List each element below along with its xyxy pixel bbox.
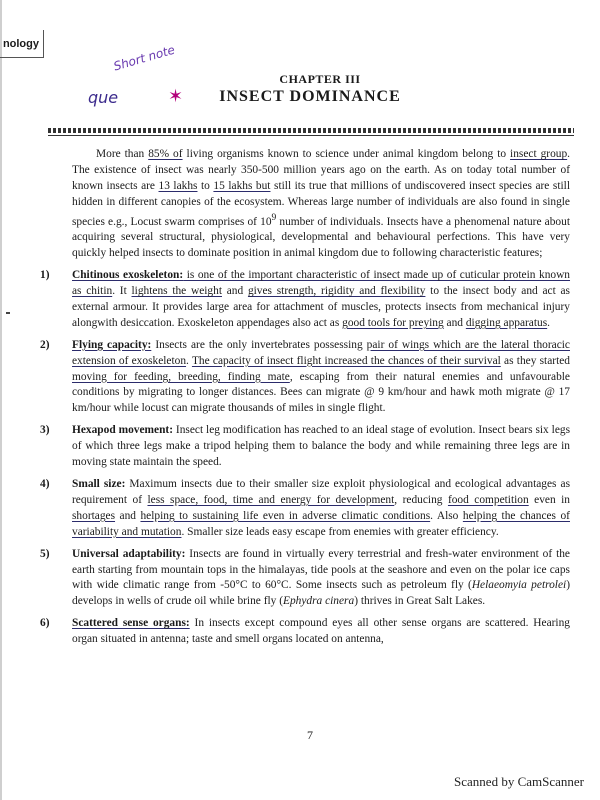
page-number: 7 — [307, 728, 313, 742]
chapter-heading: CHAPTER III — [279, 72, 361, 86]
handwritten-que: que — [88, 88, 119, 107]
list-item: 1) Chitinous exoskeleton: is one of the important characteristic of insect made up of cuticular protein known as chitin. It lightens the weight and gives strength, rigidity and flexibility to the insect body and act as external armour. It provides large area for attachment of muscles, protects insects from mechanical injury alongwith desiccation. Exoskeleton appendages also act as good tools for preying and digging apparatus. — [40, 269, 571, 329]
list-item: 6) Scattered sense organs: In insects except compound eyes all other sense organs are scattered. Hearing organ situated in antenna; taste and smell organs located on antenna, — [40, 617, 570, 646]
margin-mark — [6, 312, 10, 314]
list-item: 2) Flying capacity: Insects are the only invertebrates possessing pair of wings which are the lateral thoracic extension of exoskeleton. The capacity of insect flight increased the chances of their survival as they started moving for feeding, breeding, finding mate, escaping from their natural enemies and unfavourable conditions by migrating to longer distances. Bees can migrate @ 9 km/hour and hawk moth migrate @ 17 km/hour while locust can migrate thousands of miles in single flight. — [40, 338, 570, 415]
handwritten-note: Short note — [112, 42, 177, 74]
list-item: 4) Small size: Maximum insects due to their smaller size exploit physiological and ecological advantages as requirement of less space, food, time and energy for development, reducing food competition even in shortages and helping to sustaining life even in adverse climatic conditions. Also helping the chances of variability and mutation. Smaller size leads easy escape from enemies with greater efficiency. — [40, 478, 571, 538]
list-item: 5) Universal adaptability: Insects are found in virtually every terrestrial and fresh-water environment of the earth starting from mountain tops in the himalayas, tide pools at the seashore and even on the polar ice caps with wide climatic range from -50°C to 60°C. Some insects such as petroleum fly (Helaeomyia petrolei) develops in wells of crude oil while brine fly (Ephydra cinera) thrives in Great Salt Lakes. — [40, 547, 570, 608]
list-item: 3) Hexapod movement: Insect leg modification has reached to an ideal stage of evolution. Insect bears six legs of which three legs make a tripod helping them to balance the body and while remaining three legs are in moving state maintain the speed. — [40, 424, 571, 469]
decorative-rule — [48, 128, 574, 136]
intro-paragraph: More than 85% of living organisms known to science under animal kingdom belong to insect group. The existence of insect was nearly 350-500 million years ago on the earth. As on today total number of known insects are 13 lakhs to 15 lakhs but still its true that millions of undiscovered insect species are still hidden in different canopies of the ecosystem. Whereas large number of individuals are also found in single species e.g., Locust swarm comprises of $10^9$ number of individuals. Insects have a phenomenal nature about acquiring several structural, physiological, developmental and behavioural perfections. This have very quickly helped insects to dominate position in animal kingdom due to following characteristic features; — [72, 148, 571, 260]
chapter-tab: nology — [0, 30, 44, 58]
binding-edge — [0, 0, 2, 800]
star-doodle-icon: ✶ — [168, 86, 184, 107]
scanner-watermark: Scanned by CamScanner — [454, 774, 584, 789]
page-title: INSECT DOMINANCE — [219, 88, 401, 105]
body-text — [40, 147, 571, 648]
